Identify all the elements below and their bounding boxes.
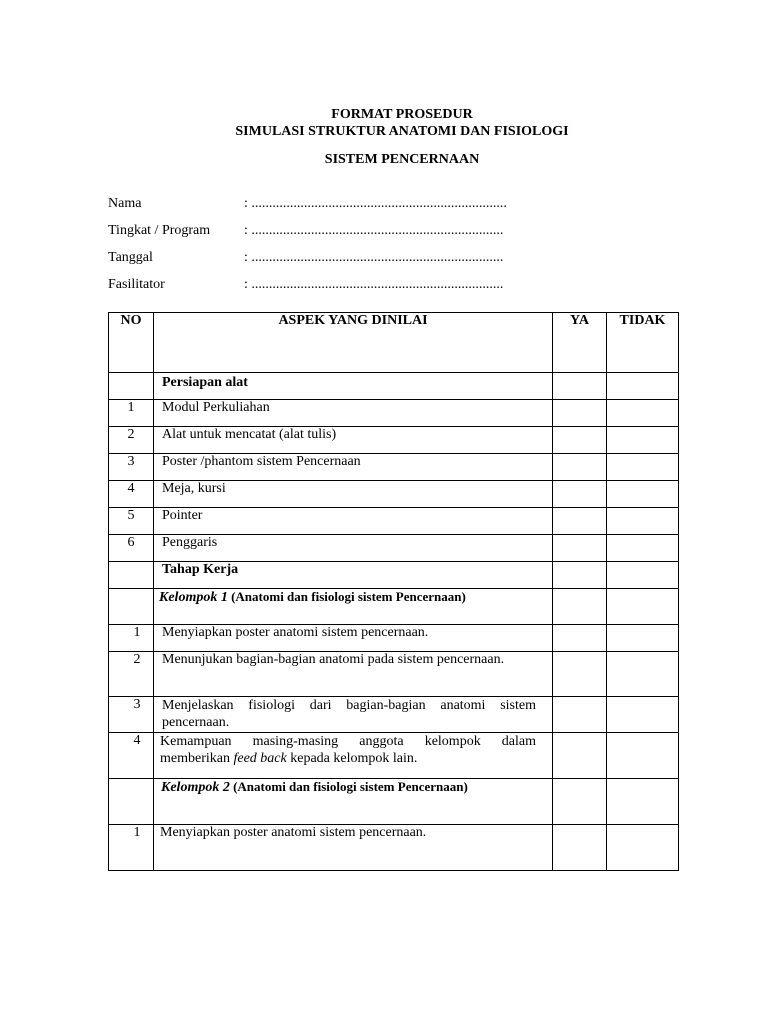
group-name: Kelompok 2	[161, 780, 230, 795]
section-row	[109, 562, 679, 589]
table-row	[109, 697, 679, 733]
group-row	[109, 779, 679, 825]
tidak-cell[interactable]	[607, 535, 679, 562]
ya-cell[interactable]	[553, 779, 607, 825]
tidak-cell[interactable]	[607, 454, 679, 481]
table-row	[109, 400, 679, 427]
form-title: FORMAT PROSEDUR	[331, 107, 473, 122]
ya-cell[interactable]	[553, 589, 607, 625]
header-ya: YA	[553, 313, 607, 373]
tidak-cell[interactable]	[607, 625, 679, 652]
assessment-table	[108, 312, 679, 871]
tidak-cell[interactable]	[607, 508, 679, 535]
ya-cell[interactable]	[553, 481, 607, 508]
row-number: 3	[109, 454, 154, 481]
field-blank[interactable]: : ........................................................................	[244, 250, 504, 265]
ya-cell[interactable]	[553, 400, 607, 427]
row-number: 1	[109, 825, 154, 871]
ya-cell[interactable]	[553, 508, 607, 535]
group-name: Kelompok 1	[159, 590, 228, 605]
tidak-cell[interactable]	[607, 733, 679, 779]
row-aspect: Modul Perkuliahan	[154, 400, 553, 427]
row-aspect: Pointer	[154, 508, 553, 535]
table-row	[109, 454, 679, 481]
header-tidak: TIDAK	[607, 313, 679, 373]
row-number: 6	[109, 535, 154, 562]
tidak-cell[interactable]	[607, 400, 679, 427]
ya-cell[interactable]	[553, 373, 607, 400]
row-number-cell	[109, 589, 154, 625]
group-desc: (Anatomi dan fisiologi sistem Pencernaan)	[227, 589, 466, 604]
table-row	[109, 481, 679, 508]
table-row	[109, 508, 679, 535]
row-number: 2	[109, 652, 154, 697]
field-tanggal	[108, 250, 503, 266]
row-aspect-italic: feed back	[233, 751, 287, 766]
table-row	[109, 535, 679, 562]
tidak-cell[interactable]	[607, 589, 679, 625]
ya-cell[interactable]	[553, 697, 607, 733]
field-blank[interactable]: : ........................................................................	[244, 277, 504, 292]
row-aspect: Alat untuk mencatat (alat tulis)	[154, 427, 553, 454]
group-kelompok-2	[154, 779, 553, 825]
group-row	[109, 589, 679, 625]
ya-cell[interactable]	[553, 535, 607, 562]
form-subtitle: SIMULASI STRUKTUR ANATOMI DAN FISIOLOGI	[235, 124, 569, 139]
row-number: 3	[109, 697, 154, 733]
group-kelompok-1	[154, 589, 553, 625]
row-number: 1	[109, 625, 154, 652]
row-aspect-text: Kemampuan masing-masing anggota kelompok dalam memberikan	[160, 734, 536, 766]
table-row	[109, 733, 679, 779]
row-number-cell	[109, 779, 154, 825]
row-aspect: Penggaris	[154, 535, 553, 562]
tidak-cell[interactable]	[607, 779, 679, 825]
ya-cell[interactable]	[553, 652, 607, 697]
table-row	[109, 427, 679, 454]
row-aspect: Menunjukan bagian-bagian anatomi pada sistem pencernaan.	[154, 652, 553, 697]
tidak-cell[interactable]	[607, 652, 679, 697]
ya-cell[interactable]	[553, 625, 607, 652]
section-row	[109, 373, 679, 400]
table-row	[109, 652, 679, 697]
table-row	[109, 625, 679, 652]
table-row	[109, 825, 679, 871]
field-nama	[108, 196, 507, 212]
field-label: Fasilitator	[108, 277, 165, 292]
row-number: 4	[109, 481, 154, 508]
field-tingkat-program	[108, 223, 503, 239]
group-desc: (Anatomi dan fisiologi sistem Pencernaan)	[229, 779, 468, 794]
tidak-cell[interactable]	[607, 481, 679, 508]
ya-cell[interactable]	[553, 454, 607, 481]
tidak-cell[interactable]	[607, 562, 679, 589]
field-label: Tanggal	[108, 250, 153, 265]
tidak-cell[interactable]	[607, 825, 679, 871]
row-aspect-text: kepada kelompok lain.	[286, 751, 418, 766]
ya-cell[interactable]	[553, 562, 607, 589]
ya-cell[interactable]	[553, 427, 607, 454]
tidak-cell[interactable]	[607, 427, 679, 454]
row-number: 5	[109, 508, 154, 535]
row-number: 4	[109, 733, 154, 779]
row-aspect: Poster /phantom sistem Pencernaan	[154, 454, 553, 481]
table-header-row	[109, 313, 679, 373]
row-number: 1	[109, 400, 154, 427]
field-blank[interactable]: : ........................................................................	[244, 223, 504, 238]
row-number: 2	[109, 427, 154, 454]
tidak-cell[interactable]	[607, 697, 679, 733]
field-label: Nama	[108, 196, 142, 211]
field-fasilitator	[108, 277, 503, 293]
field-blank[interactable]: : .........................................................................	[244, 196, 507, 211]
field-label: Tingkat / Program	[108, 223, 211, 238]
ya-cell[interactable]	[553, 825, 607, 871]
section-tahap-kerja: Tahap Kerja	[154, 562, 553, 589]
row-aspect	[154, 733, 553, 779]
form-system-title: SISTEM PENCERNAAN	[324, 152, 480, 167]
tidak-cell[interactable]	[607, 373, 679, 400]
row-number-cell	[109, 562, 154, 589]
header-no: NO	[109, 313, 154, 373]
row-number-cell	[109, 373, 154, 400]
ya-cell[interactable]	[553, 733, 607, 779]
row-aspect: Menyiapkan poster anatomi sistem pencernaan.	[154, 825, 553, 871]
section-persiapan-alat: Persiapan alat	[154, 373, 553, 400]
row-aspect: Menyiapkan poster anatomi sistem pencernaan.	[154, 625, 553, 652]
header-aspek: ASPEK YANG DINILAI	[154, 313, 553, 373]
row-aspect: Menjelaskan fisiologi dari bagian-bagian anatomi sistem pencernaan.	[154, 697, 553, 733]
row-aspect: Meja, kursi	[154, 481, 553, 508]
